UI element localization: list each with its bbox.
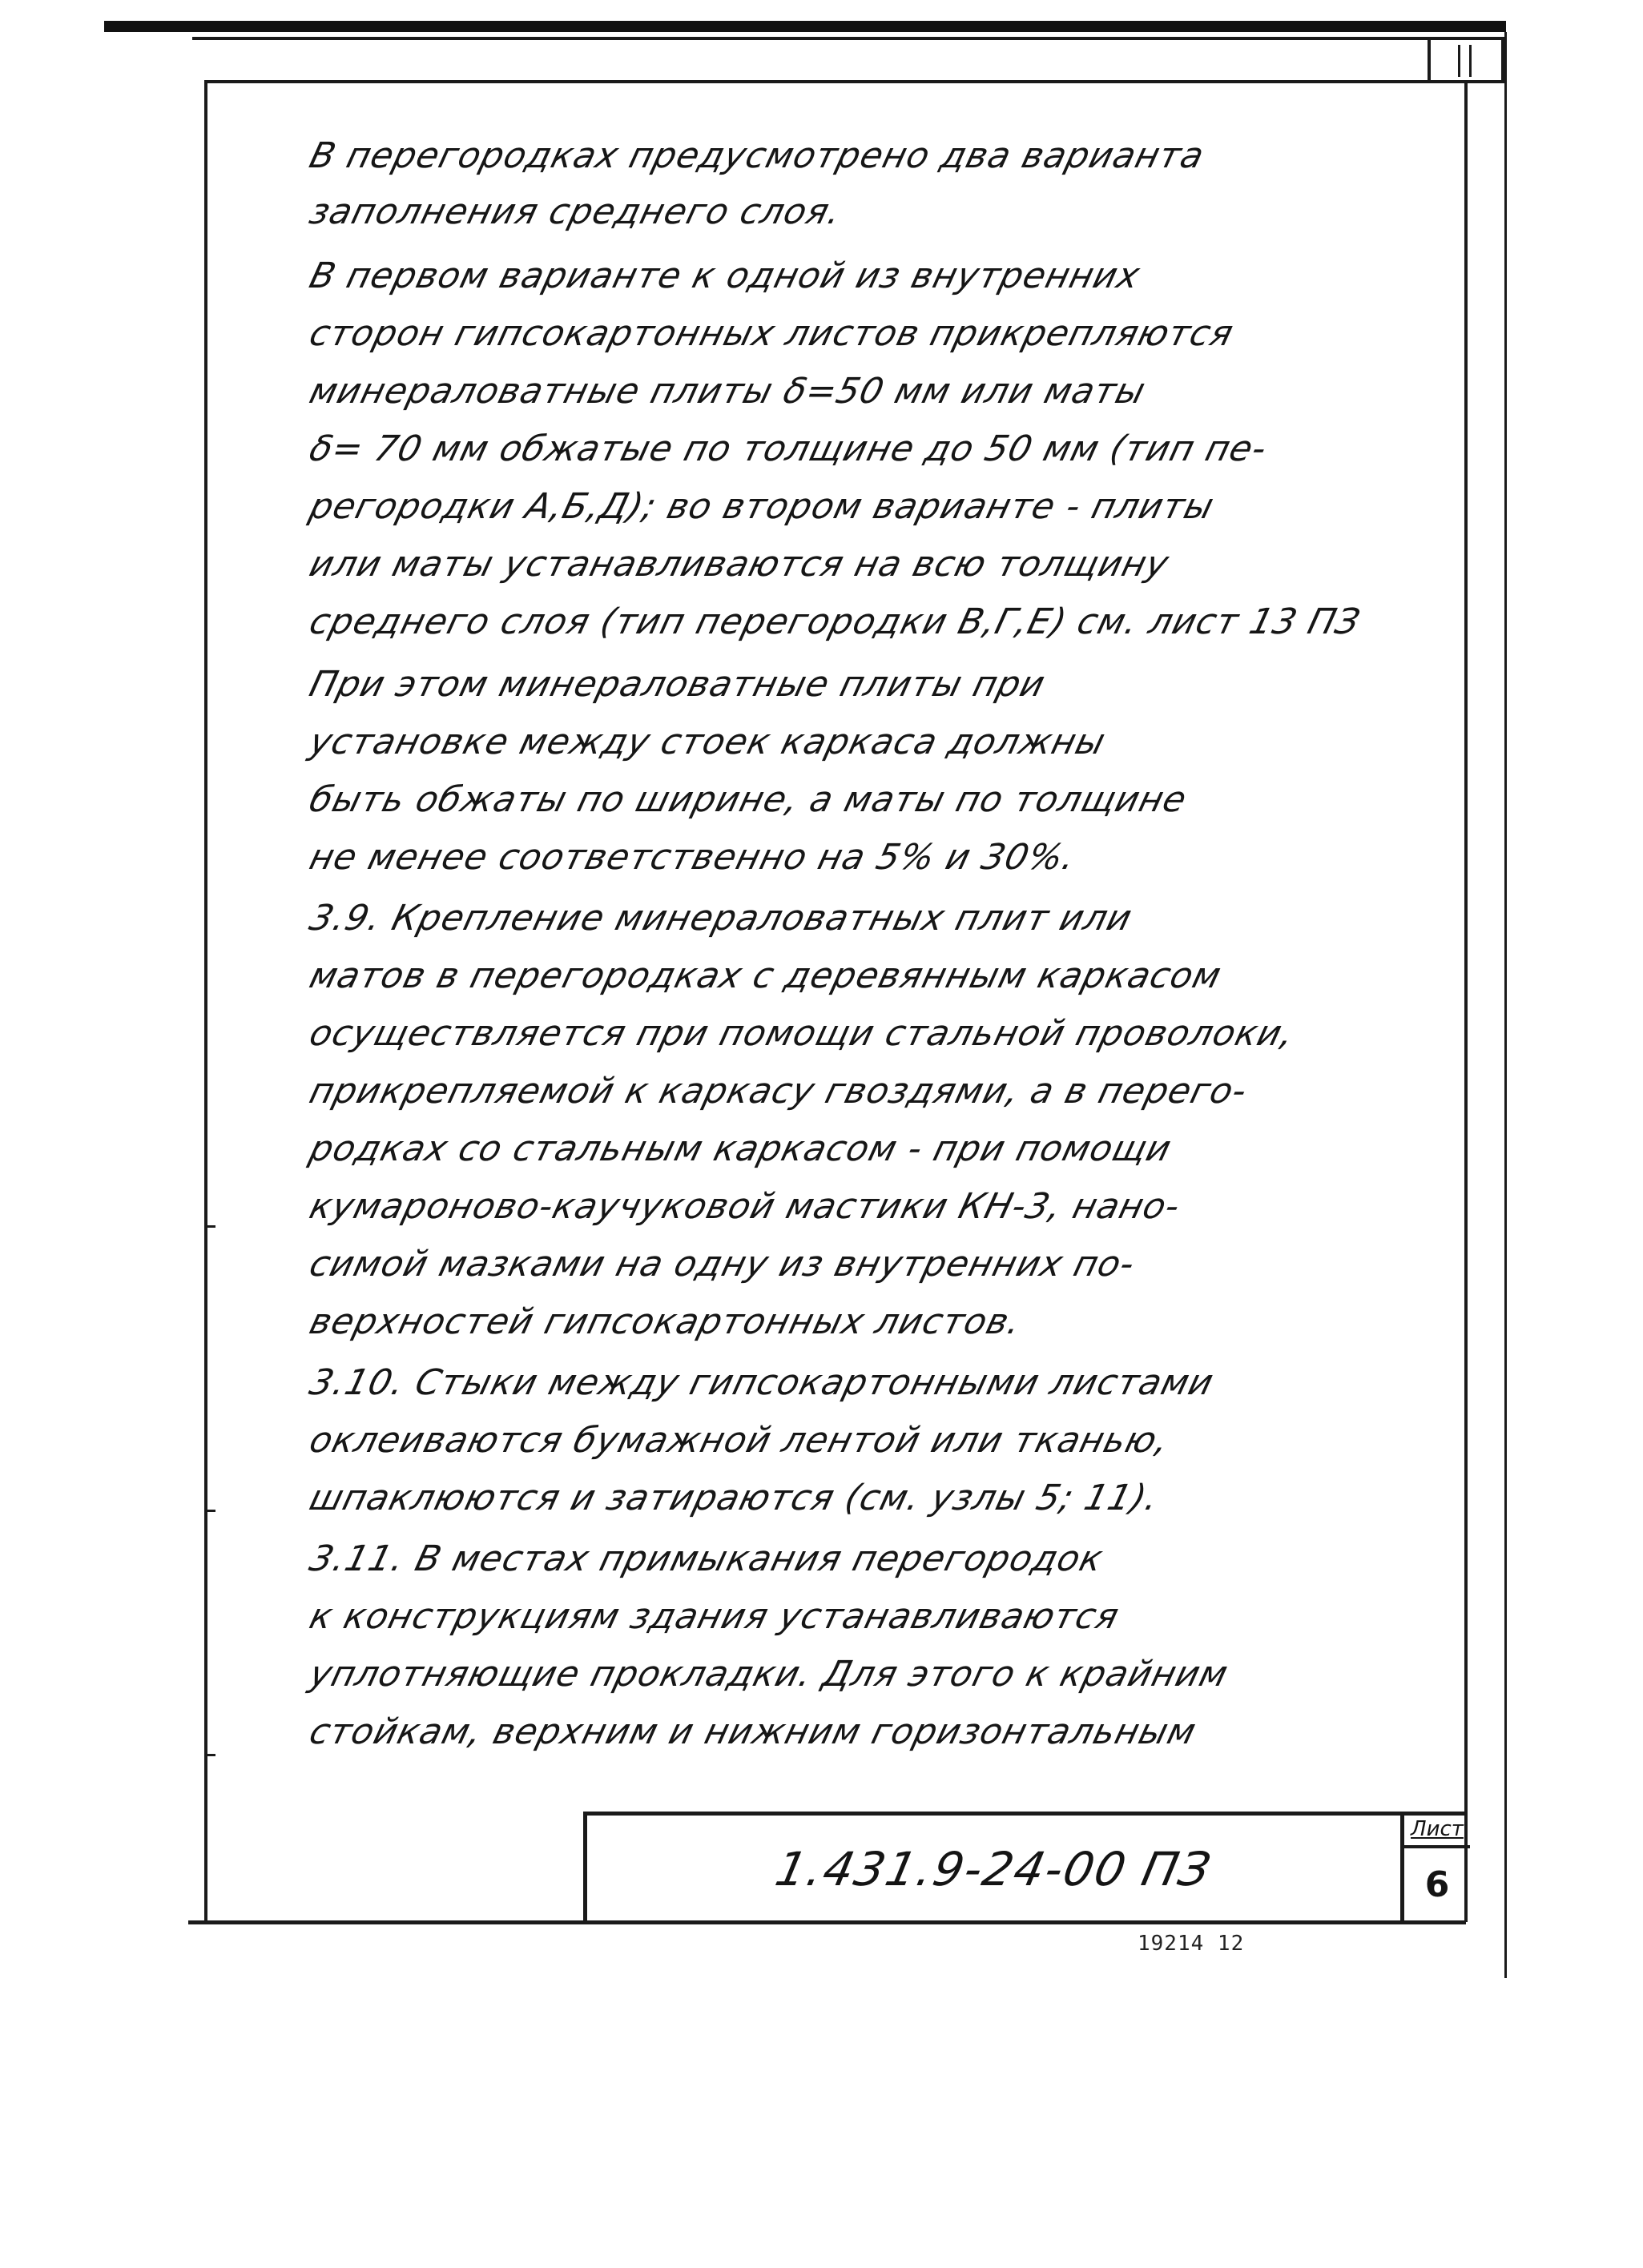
document-code: 1.431.9-24-00 ПЗ <box>771 1841 1217 1896</box>
body-line: регородки А,Б,Д); во втором варианте - плиты <box>305 486 1218 527</box>
body-line: прикрепляемой к каркасу гвоздями, а в перего- <box>305 1071 1252 1112</box>
body-line: оклеиваются бумажной лентой или тканью, <box>305 1420 1174 1461</box>
body-line: матов в перегородках с деревянным каркасом <box>305 955 1226 996</box>
top-inner-line <box>192 37 1506 40</box>
frame-top-line <box>204 80 1502 83</box>
body-line: сторон гипсокартонных листов прикрепляются <box>305 313 1238 354</box>
body-line: 3.10. Стыки между гипсокартонными листами <box>305 1362 1218 1403</box>
body-line: быть обжаты по ширине, а маты по толщине <box>305 779 1191 820</box>
body-line: 3.11. В местах примыкания перегородок <box>305 1538 1108 1579</box>
frame-left-line <box>204 80 207 1922</box>
body-line: к конструкциям здания устанавливаются <box>305 1596 1124 1637</box>
body-line: минераловатные плиты δ=50 мм или маты <box>305 371 1150 412</box>
body-line: или маты устанавливаются на всю толщину <box>305 544 1174 585</box>
sheet-cell <box>1400 1812 1470 1922</box>
body-line: В первом варианте к одной из внутренних <box>305 255 1145 296</box>
body-line: кумароново-каучуковой мастики КН-3, нано- <box>305 1186 1185 1227</box>
body-line: симой мазками на одну из внутренних по- <box>305 1244 1140 1285</box>
body-line: уплотняющие прокладки. Для этого к крайним <box>305 1654 1233 1695</box>
handwritten-body <box>304 132 1458 1752</box>
body-line: не менее соответственно на 5% и 30%. <box>305 837 1081 878</box>
archive-number: 19214 12 <box>1138 1932 1245 1956</box>
body-line: среднего слоя (тип перегородки В,Г,Е) см. лист 13 ПЗ <box>305 601 1365 642</box>
body-line: осуществляется при помощи стальной проволоки, <box>305 1013 1299 1054</box>
sheet-label: Лист <box>1404 1812 1470 1848</box>
body-line: 3.9. Крепление минераловатных плит или <box>305 898 1137 939</box>
body-line: верхностей гипсокартонных листов. <box>305 1301 1026 1342</box>
sheet-number: 6 <box>1424 1864 1450 1905</box>
top-border-line <box>104 21 1506 32</box>
body-line: δ= 70 мм обжатые по толщине до 50 мм (тип пе- <box>305 428 1271 469</box>
title-block <box>583 1812 1466 1922</box>
body-line: заполнения среднего слоя. <box>305 191 846 232</box>
page-corner-mark <box>1428 38 1504 83</box>
body-line: родках со стальным каркасом - при помощи <box>305 1128 1176 1169</box>
body-line: стойкам, верхним и нижним горизонтальным <box>305 1711 1201 1752</box>
body-line: установке между стоек каркаса должны <box>305 722 1110 762</box>
margin-tick <box>204 1510 215 1512</box>
margin-tick <box>204 1754 215 1756</box>
body-line: В перегородках предусмотрено два варианта <box>305 135 1209 176</box>
frame-right-line <box>1464 83 1468 1922</box>
body-line: шпаклюются и затираются (см. узлы 5; 11). <box>305 1478 1164 1518</box>
body-line: При этом минераловатные плиты при <box>305 664 1050 705</box>
margin-tick <box>204 1225 215 1228</box>
outer-right-line <box>1504 32 1507 1978</box>
